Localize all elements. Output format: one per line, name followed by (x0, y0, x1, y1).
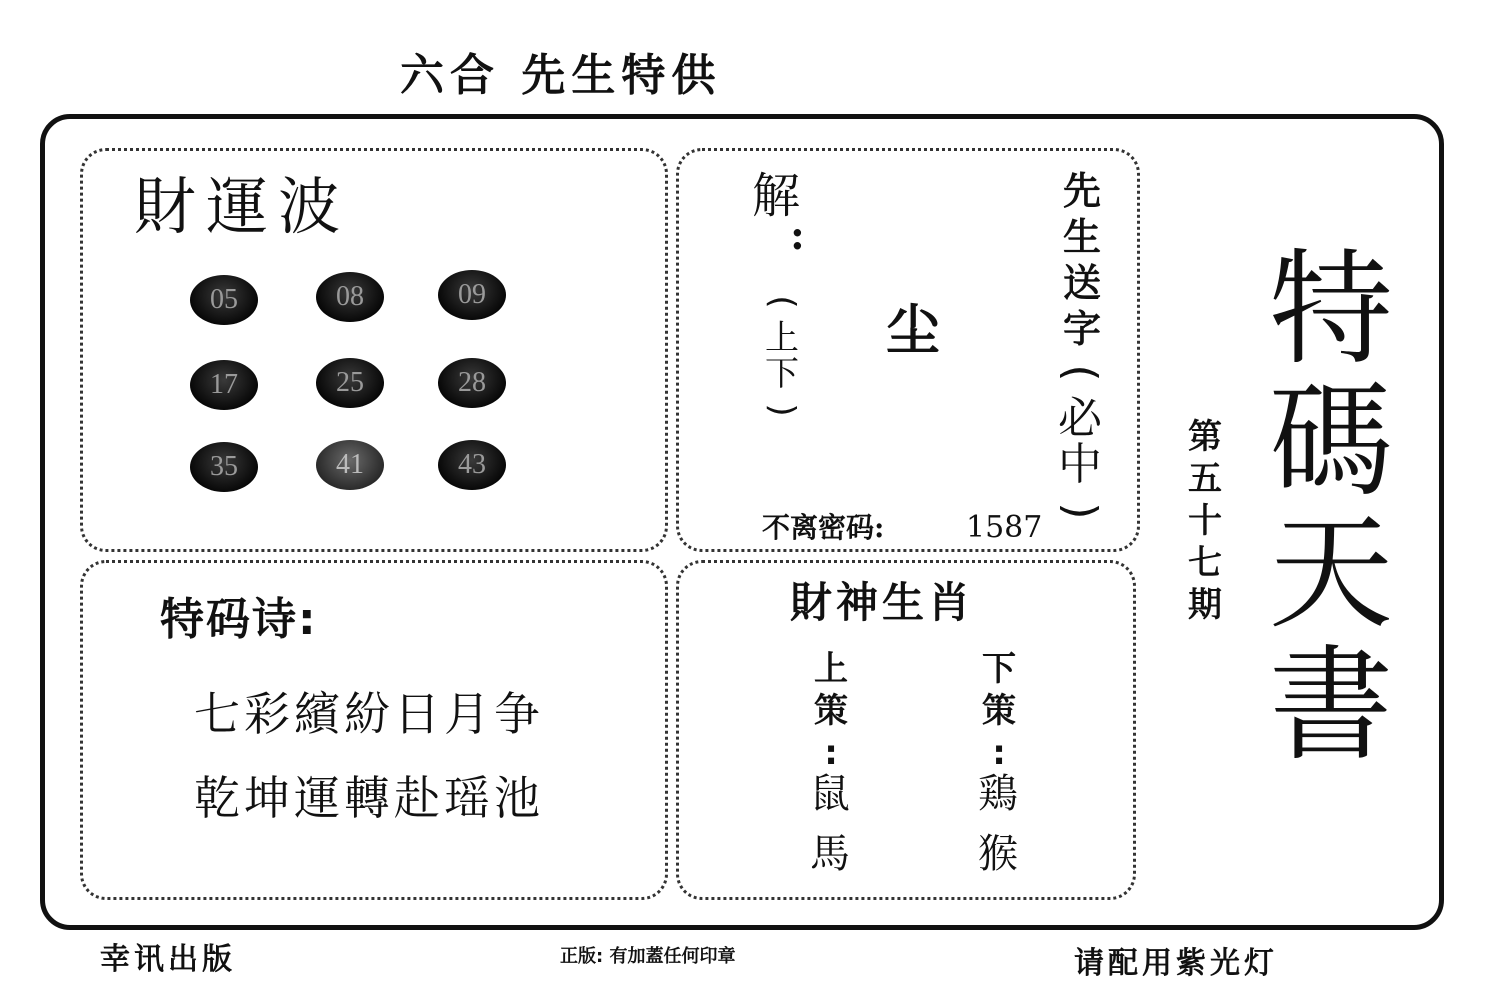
upper-strategy-label (806, 648, 856, 774)
issue-char: 十 (1188, 501, 1222, 541)
wave-title: 財運波 (134, 170, 351, 243)
sure-label (1048, 350, 1112, 534)
upper-label-char: : (824, 733, 838, 773)
issue-char: 七 (1188, 543, 1222, 583)
issue-number (1180, 416, 1230, 626)
lower-label-char: 策 (982, 691, 1016, 731)
sure-char: 必 (1058, 393, 1102, 444)
jie-label: 解 (752, 168, 801, 224)
page-title: 六合 先生特供 (400, 50, 722, 101)
animal-char: 鶏 (978, 771, 1018, 817)
number-ball: 41 (316, 440, 384, 490)
jie-colon: : (790, 212, 805, 259)
upper-label-char: 上 (814, 649, 848, 689)
sender-char: 生 (1062, 215, 1101, 259)
zodiac-title: 財神生肖 (790, 578, 975, 627)
lower-animals (968, 764, 1028, 884)
number-ball: 43 (438, 440, 506, 490)
issue-char: 五 (1188, 459, 1222, 499)
number-ball: 35 (190, 442, 258, 492)
big-title (1266, 238, 1396, 778)
number-ball: 08 (316, 272, 384, 322)
number-ball: 25 (316, 358, 384, 408)
big-title-char: 特 (1268, 238, 1393, 382)
upper-animals (800, 764, 860, 884)
big-title-char: 碼 (1268, 370, 1393, 514)
sender-char: 字 (1062, 307, 1101, 351)
lower-strategy-label (974, 648, 1024, 774)
poem-line-2: 乾坤運轉赴瑶池 (194, 771, 544, 825)
lower-label-char: 下 (982, 649, 1016, 689)
poem-line-1: 七彩繽紛日月争 (194, 687, 544, 741)
issue-char: 期 (1188, 585, 1222, 625)
updown-char: 上 (765, 318, 799, 358)
riddle-char: 尘 (886, 298, 940, 362)
big-title-char: 書 (1268, 634, 1393, 778)
upper-label-char: 策 (814, 691, 848, 731)
sure-char: 中 (1058, 439, 1102, 490)
sender-label (1052, 168, 1112, 352)
lower-label-char: : (992, 733, 1006, 773)
updown-char: ( (762, 295, 802, 309)
animal-char: 猴 (978, 831, 1018, 877)
number-ball: 17 (190, 360, 258, 410)
publisher-label: 幸讯出版 (100, 942, 236, 977)
animal-char: 馬 (810, 831, 850, 877)
authenticity-note: 正版: 有加蓋任何印章 (560, 946, 736, 967)
updown-char: ) (762, 403, 802, 417)
sender-char: 先 (1062, 169, 1101, 213)
number-ball: 09 (438, 270, 506, 320)
uv-light-note: 请配用紫光灯 (1074, 946, 1278, 981)
secret-code-value: 1587 (966, 510, 1043, 545)
big-title-char: 天 (1268, 502, 1393, 646)
issue-char: 第 (1188, 417, 1222, 457)
secret-code-label: 不离密码: (762, 511, 885, 544)
sure-char: ) (1055, 502, 1106, 520)
sender-char: 送 (1062, 261, 1101, 305)
number-ball: 05 (190, 275, 258, 325)
updown-char: 下 (765, 354, 799, 394)
animal-char: 鼠 (810, 771, 850, 817)
poem-title: 特码诗: (160, 594, 318, 645)
number-ball: 28 (438, 358, 506, 408)
sure-char: ( (1055, 364, 1106, 382)
updown-label (760, 284, 804, 428)
